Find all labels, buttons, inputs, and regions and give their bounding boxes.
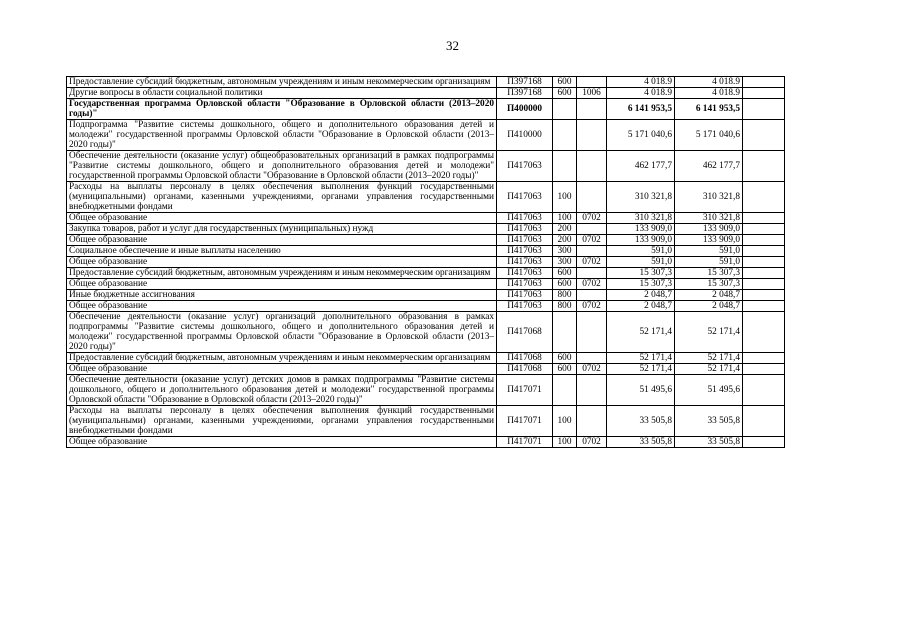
table-row [67, 364, 785, 375]
row-amount-2: 591,0 [675, 246, 743, 257]
row-amount-2: 15 307,3 [675, 279, 743, 290]
row-amount-1: 15 307,3 [607, 268, 675, 279]
row-expense-type [553, 375, 577, 406]
row-section [577, 375, 607, 406]
row-amount-1: 4 018.9 [607, 77, 675, 88]
row-extra [743, 235, 785, 246]
row-amount-2: 4 018.9 [675, 77, 743, 88]
row-section [577, 290, 607, 301]
row-name: Общее образование [67, 364, 497, 375]
row-section [577, 77, 607, 88]
row-extra [743, 151, 785, 182]
row-section: 0702 [577, 257, 607, 268]
row-section: 0702 [577, 279, 607, 290]
row-name: Закупка товаров, работ и услуг для государственных (муниципальных) нужд [67, 224, 497, 235]
row-extra [743, 437, 785, 448]
row-target-code: П417071 [497, 437, 553, 448]
row-extra [743, 279, 785, 290]
row-amount-1: 52 171,4 [607, 312, 675, 353]
table-row [67, 246, 785, 257]
table-row [67, 353, 785, 364]
row-section: 0702 [577, 364, 607, 375]
row-name: Общее образование [67, 235, 497, 246]
table-row [67, 235, 785, 246]
table-row [67, 312, 785, 353]
table-row [67, 375, 785, 406]
row-section [577, 353, 607, 364]
row-amount-1: 310 321,8 [607, 182, 675, 213]
row-target-code: П417071 [497, 375, 553, 406]
row-name: Предоставление субсидий бюджетным, автономным учреждениям и иным некоммерческим организациям [67, 353, 497, 364]
table-row [67, 213, 785, 224]
row-extra [743, 224, 785, 235]
row-name: Иные бюджетные ассигнования [67, 290, 497, 301]
row-name: Расходы на выплаты персоналу в целях обеспечения выполнения функций государственными (муниципальными) органами, казенными учреждениями, органами управления государственными внебюджетными фондами [67, 406, 497, 437]
row-extra [743, 406, 785, 437]
row-expense-type: 800 [553, 301, 577, 312]
row-target-code: П417063 [497, 290, 553, 301]
row-target-code: П410000 [497, 120, 553, 151]
row-extra [743, 268, 785, 279]
table-row [67, 88, 785, 99]
row-name: Предоставление субсидий бюджетным, автономным учреждениям и иным некоммерческим организациям [67, 268, 497, 279]
row-amount-1: 52 171,4 [607, 353, 675, 364]
row-amount-1: 15 307,3 [607, 279, 675, 290]
row-target-code: П417063 [497, 279, 553, 290]
row-amount-2: 4 018.9 [675, 88, 743, 99]
row-amount-2: 52 171,4 [675, 353, 743, 364]
row-amount-1: 591,0 [607, 246, 675, 257]
row-section [577, 246, 607, 257]
row-amount-2: 310 321,8 [675, 213, 743, 224]
row-extra [743, 213, 785, 224]
row-section [577, 406, 607, 437]
row-section [577, 268, 607, 279]
row-section [577, 151, 607, 182]
row-amount-2: 462 177,7 [675, 151, 743, 182]
row-amount-2: 51 495,6 [675, 375, 743, 406]
row-name: Подпрограмма "Развитие системы дошкольного, общего и дополнительного образования детей и молодежи" государственной программы Орловской области "Образование в Орловской области (2013–2020 годы)" [67, 120, 497, 151]
row-name: Расходы на выплаты персоналу в целях обеспечения выполнения функций государственными (муниципальными) органами, казенными учреждениями, органами управления государственными внебюджетными фондами [67, 182, 497, 213]
row-amount-1: 5 171 040,6 [607, 120, 675, 151]
row-name: Обеспечение деятельности (оказание услуг) детских домов в рамках подпрограммы "Развитие системы дошкольного, общего и дополнительного образования детей и молодежи" государственной программы Орловской области "Образование в Орловской области (2013–2020 годы)" [67, 375, 497, 406]
row-extra [743, 301, 785, 312]
row-target-code: П417063 [497, 213, 553, 224]
row-amount-2: 2 048,7 [675, 290, 743, 301]
row-expense-type: 300 [553, 246, 577, 257]
row-name: Обеспечение деятельности (оказание услуг) общеобразовательных организаций в рамках подпрограммы "Развитие системы дошкольного, общего и дополнительного образования детей и молодежи" государственной программы Орловской области "Образование в Орловской области (2013–2020 годы)" [67, 151, 497, 182]
row-expense-type: 300 [553, 257, 577, 268]
table-row [67, 437, 785, 448]
row-expense-type [553, 120, 577, 151]
row-amount-1: 6 141 953,5 [607, 99, 675, 120]
row-expense-type: 600 [553, 77, 577, 88]
row-amount-1: 133 909,0 [607, 224, 675, 235]
row-name: Обеспечение деятельности (оказание услуг) организаций дополнительного образования в рамках подпрограммы "Развитие системы дошкольного, общего и дополнительного образования детей и молодежи" государственной программы Орловской области "Образование в Орловской области (2013–2020 годы)" [67, 312, 497, 353]
row-target-code: П400000 [497, 99, 553, 120]
row-extra [743, 375, 785, 406]
row-name: Социальное обеспечение и иные выплаты населению [67, 246, 497, 257]
row-target-code: П417063 [497, 268, 553, 279]
row-target-code: П417063 [497, 224, 553, 235]
row-target-code: П397168 [497, 77, 553, 88]
row-target-code: П417063 [497, 235, 553, 246]
table-row [67, 77, 785, 88]
row-section [577, 99, 607, 120]
row-expense-type [553, 151, 577, 182]
row-amount-1: 310 321,8 [607, 213, 675, 224]
row-amount-1: 2 048,7 [607, 290, 675, 301]
row-amount-2: 6 141 953,5 [675, 99, 743, 120]
row-target-code: П417068 [497, 364, 553, 375]
row-expense-type: 200 [553, 235, 577, 246]
table-row [67, 279, 785, 290]
row-amount-2: 52 171,4 [675, 312, 743, 353]
row-name: Общее образование [67, 279, 497, 290]
row-extra [743, 182, 785, 213]
page-number: 32 [446, 38, 459, 53]
row-target-code: П417068 [497, 353, 553, 364]
row-section [577, 182, 607, 213]
row-target-code: П417063 [497, 151, 553, 182]
row-amount-2: 15 307,3 [675, 268, 743, 279]
row-amount-2: 133 909,0 [675, 224, 743, 235]
row-amount-2: 52 171,4 [675, 364, 743, 375]
row-target-code: П417063 [497, 257, 553, 268]
row-target-code: П417071 [497, 406, 553, 437]
row-expense-type: 600 [553, 353, 577, 364]
row-name: Государственная программа Орловской области "Образование в Орловской области (2013–2020 годы)" [67, 99, 497, 120]
row-expense-type: 100 [553, 437, 577, 448]
row-section: 1006 [577, 88, 607, 99]
row-amount-1: 133 909,0 [607, 235, 675, 246]
row-name: Общее образование [67, 301, 497, 312]
row-extra [743, 312, 785, 353]
row-extra [743, 353, 785, 364]
table-row [67, 224, 785, 235]
row-amount-1: 4 018.9 [607, 88, 675, 99]
row-amount-1: 2 048,7 [607, 301, 675, 312]
row-extra [743, 88, 785, 99]
row-name: Предоставление субсидий бюджетным, автономным учреждениям и иным некоммерческим организациям [67, 77, 497, 88]
row-section [577, 224, 607, 235]
row-target-code: П417068 [497, 312, 553, 353]
row-expense-type: 600 [553, 268, 577, 279]
row-amount-2: 310 321,8 [675, 182, 743, 213]
row-amount-1: 33 505,8 [607, 437, 675, 448]
row-amount-2: 133 909,0 [675, 235, 743, 246]
row-expense-type: 600 [553, 88, 577, 99]
row-expense-type [553, 312, 577, 353]
row-name: Общее образование [67, 213, 497, 224]
table-row [67, 268, 785, 279]
row-section: 0702 [577, 301, 607, 312]
table-row [67, 182, 785, 213]
row-extra [743, 120, 785, 151]
row-expense-type: 600 [553, 364, 577, 375]
table-row-program [67, 99, 785, 120]
row-amount-2: 5 171 040,6 [675, 120, 743, 151]
table-row [67, 290, 785, 301]
row-section: 0702 [577, 213, 607, 224]
row-amount-1: 33 505,8 [607, 406, 675, 437]
row-target-code: П397168 [497, 88, 553, 99]
row-amount-2: 591,0 [675, 257, 743, 268]
row-section [577, 120, 607, 151]
row-expense-type: 100 [553, 406, 577, 437]
row-amount-1: 52 171,4 [607, 364, 675, 375]
table-row [67, 301, 785, 312]
row-expense-type: 600 [553, 279, 577, 290]
row-extra [743, 257, 785, 268]
budget-table [66, 76, 785, 448]
table-row [67, 257, 785, 268]
row-target-code: П417063 [497, 246, 553, 257]
row-name: Общее образование [67, 437, 497, 448]
row-amount-1: 462 177,7 [607, 151, 675, 182]
row-extra [743, 77, 785, 88]
row-name: Другие вопросы в области социальной политики [67, 88, 497, 99]
table-row [67, 406, 785, 437]
row-extra [743, 246, 785, 257]
row-amount-2: 2 048,7 [675, 301, 743, 312]
row-section: 0702 [577, 235, 607, 246]
table-row [67, 151, 785, 182]
row-target-code: П417063 [497, 182, 553, 213]
row-extra [743, 99, 785, 120]
row-section [577, 312, 607, 353]
row-section: 0702 [577, 437, 607, 448]
row-amount-1: 51 495,6 [607, 375, 675, 406]
table-row [67, 120, 785, 151]
row-target-code: П417063 [497, 301, 553, 312]
row-expense-type: 100 [553, 182, 577, 213]
row-expense-type: 200 [553, 224, 577, 235]
row-name: Общее образование [67, 257, 497, 268]
row-amount-2: 33 505,8 [675, 437, 743, 448]
row-extra [743, 364, 785, 375]
row-expense-type: 800 [553, 290, 577, 301]
row-expense-type: 100 [553, 213, 577, 224]
row-amount-1: 591,0 [607, 257, 675, 268]
row-extra [743, 290, 785, 301]
row-amount-2: 33 505,8 [675, 406, 743, 437]
row-expense-type [553, 99, 577, 120]
